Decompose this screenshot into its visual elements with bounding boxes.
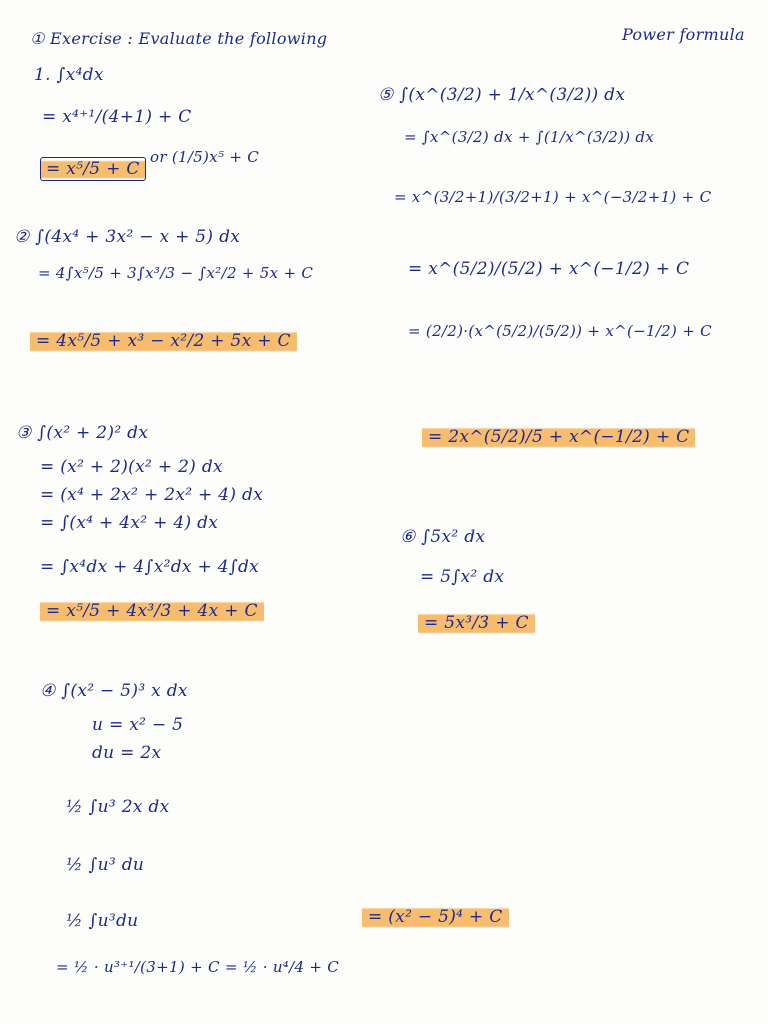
- problem-5-step: = (2/2)·(x^(5/2)/(5/2)) + x^(−1/2) + C: [408, 322, 712, 340]
- problem-5-answer: [422, 426, 695, 448]
- problem-3-answer: [40, 600, 264, 622]
- problem-5-step: = ∫x^(3/2) dx + ∫(1/x^(3/2)) dx: [404, 128, 655, 146]
- problem-2-step: = 4∫x⁵/5 + 3∫x³/3 − ∫x²/2 + 5x + C: [38, 264, 314, 282]
- problem-1-alt-answer: or (1/5)x⁵ + C: [150, 148, 260, 166]
- problem-4-step: ½ ∫u³ 2x dx: [66, 797, 170, 817]
- problem-4-step: ½ ∫u³ du: [66, 855, 145, 875]
- problem-1-step: = x⁴⁺¹/(4+1) + C: [42, 107, 192, 127]
- problem-2-statement: ② ∫(4x⁴ + 3x² − x + 5) dx: [14, 227, 241, 247]
- problem-3-step: = (x² + 2)(x² + 2) dx: [40, 457, 223, 477]
- problem-6-step: = 5∫x² dx: [420, 567, 505, 587]
- problem-6-highlighted-answer: = 5x³/3 + C: [418, 611, 535, 635]
- exercise-title: ① Exercise : Evaluate the following: [30, 29, 328, 48]
- problem-5-highlighted-answer: = 2x^(5/2)/5 + x^(−1/2) + C: [422, 425, 695, 449]
- topic-label: Power formula: [622, 25, 745, 44]
- problem-4-answer: [362, 906, 509, 928]
- problem-4-statement: ④ ∫(x² − 5)³ x dx: [40, 681, 188, 701]
- problem-2-answer: [30, 330, 297, 352]
- problem-4-step: ½ ∫u³du: [66, 911, 139, 931]
- problem-1-boxed-answer: = x⁵/5 + C: [40, 157, 146, 181]
- problem-3-highlighted-answer: = x⁵/5 + 4x³/3 + 4x + C: [40, 599, 264, 623]
- problem-3-step: = ∫(x⁴ + 4x² + 4) dx: [40, 513, 219, 533]
- problem-3-step: = ∫x⁴dx + 4∫x²dx + 4∫dx: [40, 557, 260, 577]
- problem-2-highlighted-answer: = 4x⁵/5 + x³ − x²/2 + 5x + C: [30, 329, 297, 353]
- problem-6-answer: [418, 612, 535, 634]
- problem-5-statement: ⑤ ∫(x^(3/2) + 1/x^(3/2)) dx: [378, 85, 626, 105]
- problem-4-highlighted-answer: = (x² − 5)⁴ + C: [362, 905, 509, 929]
- problem-4-substitution: u = x² − 5: [92, 715, 184, 735]
- problem-4-step: = ½ · u³⁺¹/(3+1) + C = ½ · u⁴/4 + C: [56, 958, 340, 976]
- problem-5-step: = x^(5/2)/(5/2) + x^(−1/2) + C: [408, 259, 690, 279]
- problem-3-statement: ③ ∫(x² + 2)² dx: [16, 423, 149, 443]
- problem-4-differential: du = 2x: [92, 743, 162, 763]
- problem-6-statement: ⑥ ∫5x² dx: [400, 527, 486, 547]
- problem-1-statement: 1. ∫x⁴dx: [34, 65, 104, 85]
- problem-1-answer: [40, 158, 146, 180]
- problem-5-step: = x^(3/2+1)/(3/2+1) + x^(−3/2+1) + C: [394, 188, 712, 206]
- problem-3-step: = (x⁴ + 2x² + 2x² + 4) dx: [40, 485, 264, 505]
